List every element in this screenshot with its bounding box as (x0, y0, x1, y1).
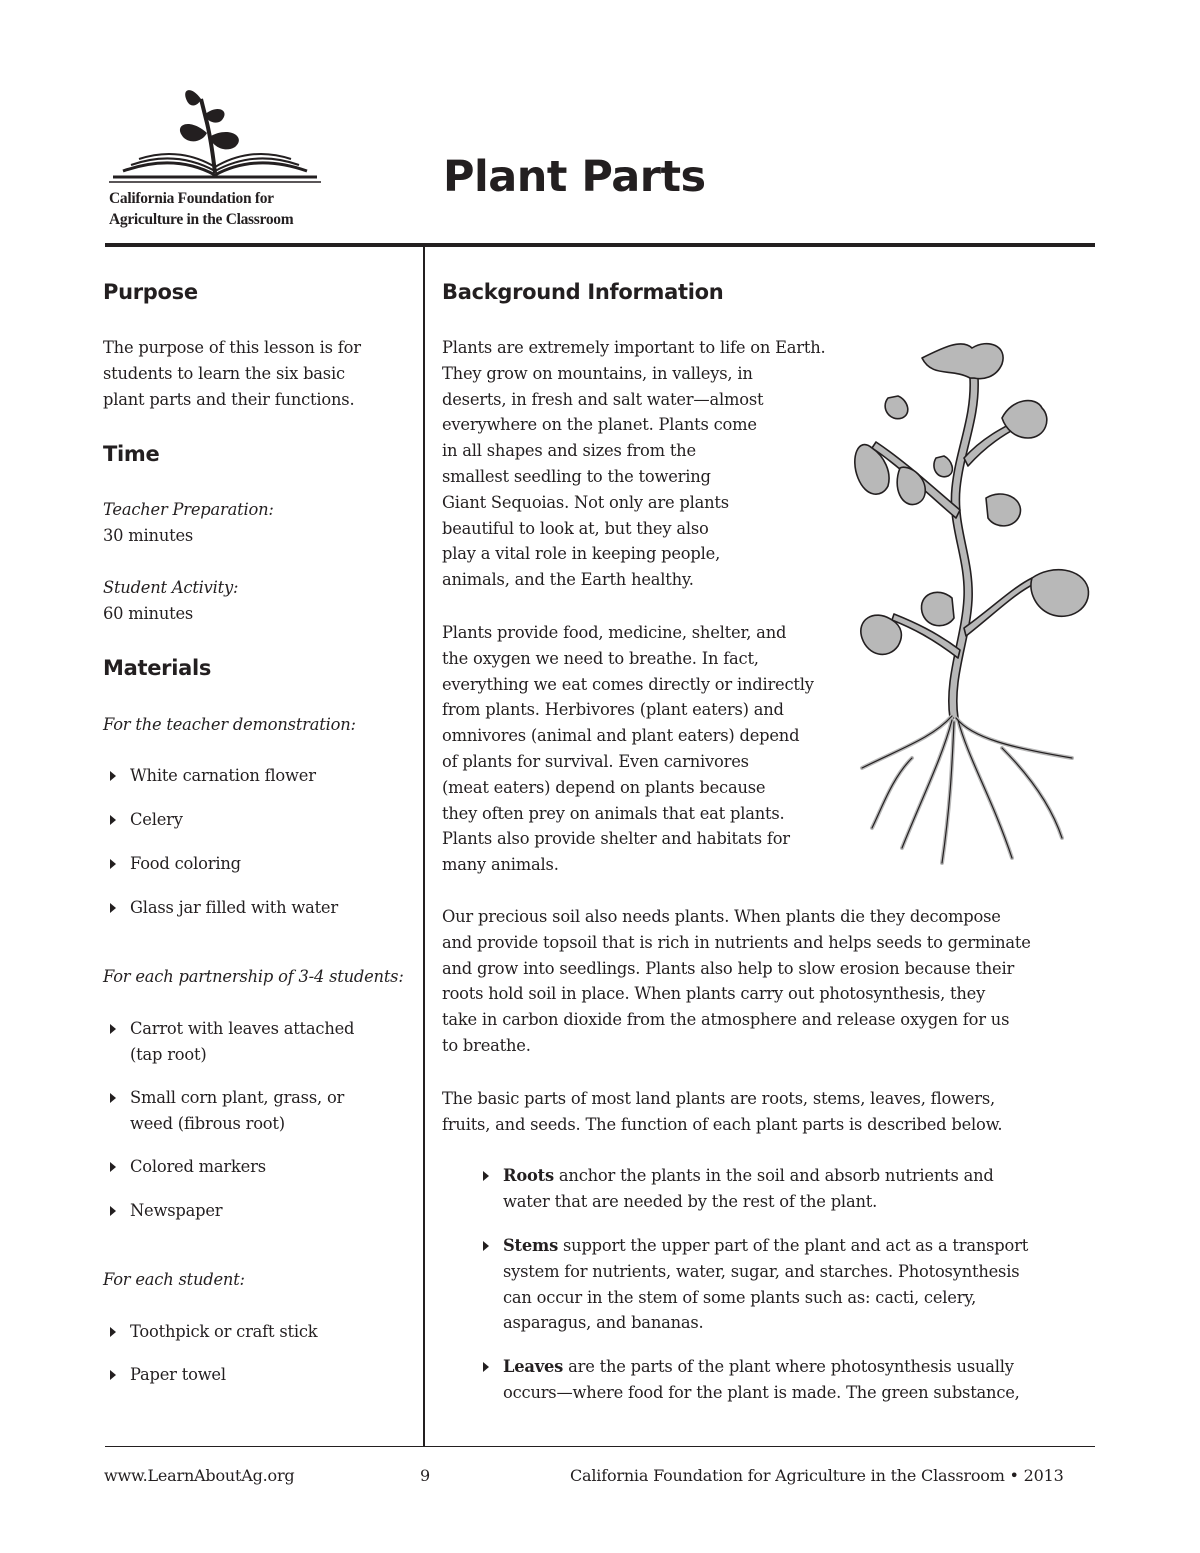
book-sprout-icon (103, 85, 343, 185)
logo-text (109, 188, 293, 230)
logo-line-2: Agriculture in the Classroom (109, 211, 294, 228)
text-line: smallest seedling to the towering (442, 466, 711, 486)
list-item (130, 1198, 222, 1224)
bullet-triangle-icon (483, 1362, 489, 1372)
footer-website: www.LearnAboutAg.org (104, 1466, 295, 1485)
partnership-label: For each partnership of 3-4 students: (103, 967, 404, 986)
purpose-line: plant parts and their functions. (103, 389, 355, 409)
list-item-text: Food coloring (130, 854, 241, 873)
bullet-triangle-icon (110, 771, 116, 781)
list-item (130, 1319, 317, 1345)
text-line: water that are needed by the rest of the plant. (503, 1191, 878, 1211)
text-line: Plants also provide shelter and habitats for (442, 829, 790, 849)
plant-part-term: Leaves (503, 1357, 564, 1376)
text-line: occurs—where food for the plant is made. The green substance, (503, 1382, 1020, 1402)
cfaitc-logo (103, 85, 343, 185)
list-item-text: (tap root) (130, 1044, 207, 1064)
list-item (130, 851, 241, 877)
text-line: and grow into seedlings. Plants also help to slow erosion because their (442, 958, 1015, 978)
text-line: system for nutrients, water, sugar, and starches. Photosynthesis (503, 1261, 1020, 1281)
text-line: of plants for survival. Even carnivores (442, 751, 749, 771)
list-item-text: Colored markers (130, 1157, 266, 1176)
purpose-text (103, 335, 361, 412)
list-item (130, 1085, 344, 1137)
text-line (503, 1233, 1028, 1259)
page-title: Plant Parts (443, 152, 706, 202)
text-line: to breathe. (442, 1035, 531, 1055)
bullet-triangle-icon (110, 1370, 116, 1380)
list-item (130, 1362, 226, 1388)
list-item (130, 807, 183, 833)
materials-heading: Materials (103, 656, 212, 680)
background-paragraph-3 (442, 904, 1031, 1059)
list-item-text: Glass jar filled with water (130, 898, 338, 917)
logo-line-1: California Foundation for (109, 190, 274, 207)
bullet-triangle-icon (110, 1024, 116, 1034)
bullet-triangle-icon (110, 859, 116, 869)
text-line: omnivores (animal and plant eaters) depend (442, 726, 800, 746)
text-line: Our precious soil also needs plants. When plants die they decompose (442, 907, 1001, 926)
text-line: Giant Sequoias. Not only are plants (442, 492, 729, 512)
text-line: (meat eaters) depend on plants because (442, 777, 766, 797)
teacher-demo-label: For the teacher demonstration: (103, 715, 356, 734)
bullet-triangle-icon (110, 815, 116, 825)
plant-part-desc: anchor the plants in the soil and absorb nutrients and (553, 1166, 994, 1185)
text-line: can occur in the stem of some plants such as: cacti, celery, (503, 1287, 977, 1307)
text-line: roots hold soil in place. When plants carry out photosynthesis, they (442, 984, 986, 1004)
footer-credit: California Foundation for Agriculture in the Classroom • 2013 (570, 1466, 1064, 1485)
list-item (130, 763, 316, 789)
list-item-text: Celery (130, 810, 183, 829)
text-line (503, 1163, 994, 1189)
list-item-text: weed (fibrous root) (130, 1113, 285, 1133)
bullet-triangle-icon (110, 1093, 116, 1103)
text-line: play a vital role in keeping people, (442, 544, 721, 564)
plant-part-term: Stems (503, 1236, 559, 1255)
plant-part-item (503, 1233, 1028, 1336)
teacher-prep-value: 30 minutes (103, 526, 194, 545)
text-line: they often prey on animals that eat plants. (442, 803, 785, 823)
text-line: beautiful to look at, but they also (442, 518, 709, 538)
text-line: everywhere on the planet. Plants come (442, 415, 757, 435)
purpose-line: students to learn the six basic (103, 363, 345, 383)
plant-part-item (503, 1354, 1020, 1406)
bullet-triangle-icon (110, 1162, 116, 1172)
list-item (130, 1154, 266, 1180)
bullet-triangle-icon (483, 1241, 489, 1251)
text-line: fruits, and seeds. The function of each plant parts is described below. (442, 1114, 1003, 1134)
bullet-triangle-icon (110, 1206, 116, 1216)
plant-illustration (852, 338, 1092, 868)
list-item (130, 1016, 354, 1068)
student-activity-value: 60 minutes (103, 604, 194, 623)
plant-part-desc: support the upper part of the plant and act as a transport (558, 1236, 1029, 1255)
plant-part-term: Roots (503, 1166, 554, 1185)
purpose-line: The purpose of this lesson is for (103, 338, 361, 357)
text-line: Plants are extremely important to life on Earth. (442, 338, 826, 357)
list-item (130, 895, 338, 921)
text-line (503, 1354, 1020, 1380)
teacher-prep-label: Teacher Preparation: (103, 500, 274, 519)
text-line: They grow on mountains, in valleys, in (442, 363, 753, 383)
text-line: and provide topsoil that is rich in nutrients and helps seeds to germinate (442, 932, 1031, 952)
background-paragraph-4 (442, 1086, 1002, 1138)
footer-rule (105, 1446, 1095, 1447)
background-paragraph-2 (442, 620, 814, 878)
text-line: deserts, in fresh and salt water—almost (442, 389, 764, 409)
purpose-heading: Purpose (103, 280, 198, 304)
text-line: The basic parts of most land plants are roots, stems, leaves, flowers, (442, 1089, 995, 1108)
header-rule (105, 243, 1095, 247)
text-line: Plants provide food, medicine, shelter, and (442, 623, 787, 642)
column-divider (423, 247, 425, 1447)
plant-icon (852, 338, 1092, 868)
list-item-text: Paper towel (130, 1365, 226, 1384)
text-line: animals, and the Earth healthy. (442, 570, 694, 590)
list-item-text: Small corn plant, grass, or (130, 1088, 345, 1107)
list-item-text: Carrot with leaves attached (130, 1019, 355, 1038)
text-line: many animals. (442, 855, 559, 875)
text-line: everything we eat comes directly or indirectly (442, 674, 814, 694)
list-item-text: Toothpick or craft stick (130, 1322, 318, 1341)
text-line: the oxygen we need to breathe. In fact, (442, 648, 759, 668)
text-line: in all shapes and sizes from the (442, 441, 696, 461)
plant-part-item (503, 1163, 994, 1215)
time-heading: Time (103, 442, 160, 466)
text-line: from plants. Herbivores (plant eaters) and (442, 700, 784, 720)
footer-page-number: 9 (420, 1466, 430, 1485)
bullet-triangle-icon (110, 1327, 116, 1337)
bullet-triangle-icon (483, 1171, 489, 1181)
text-line: take in carbon dioxide from the atmosphere and release oxygen for us (442, 1010, 1010, 1030)
background-heading: Background Information (442, 280, 724, 304)
background-paragraph-1 (442, 335, 825, 593)
list-item-text: Newspaper (130, 1201, 223, 1220)
list-item-text: White carnation flower (130, 766, 316, 785)
student-label: For each student: (103, 1270, 245, 1289)
bullet-triangle-icon (110, 903, 116, 913)
text-line: asparagus, and bananas. (503, 1313, 704, 1333)
plant-part-desc: are the parts of the plant where photosynthesis usually (563, 1357, 1014, 1376)
student-activity-label: Student Activity: (103, 578, 239, 597)
